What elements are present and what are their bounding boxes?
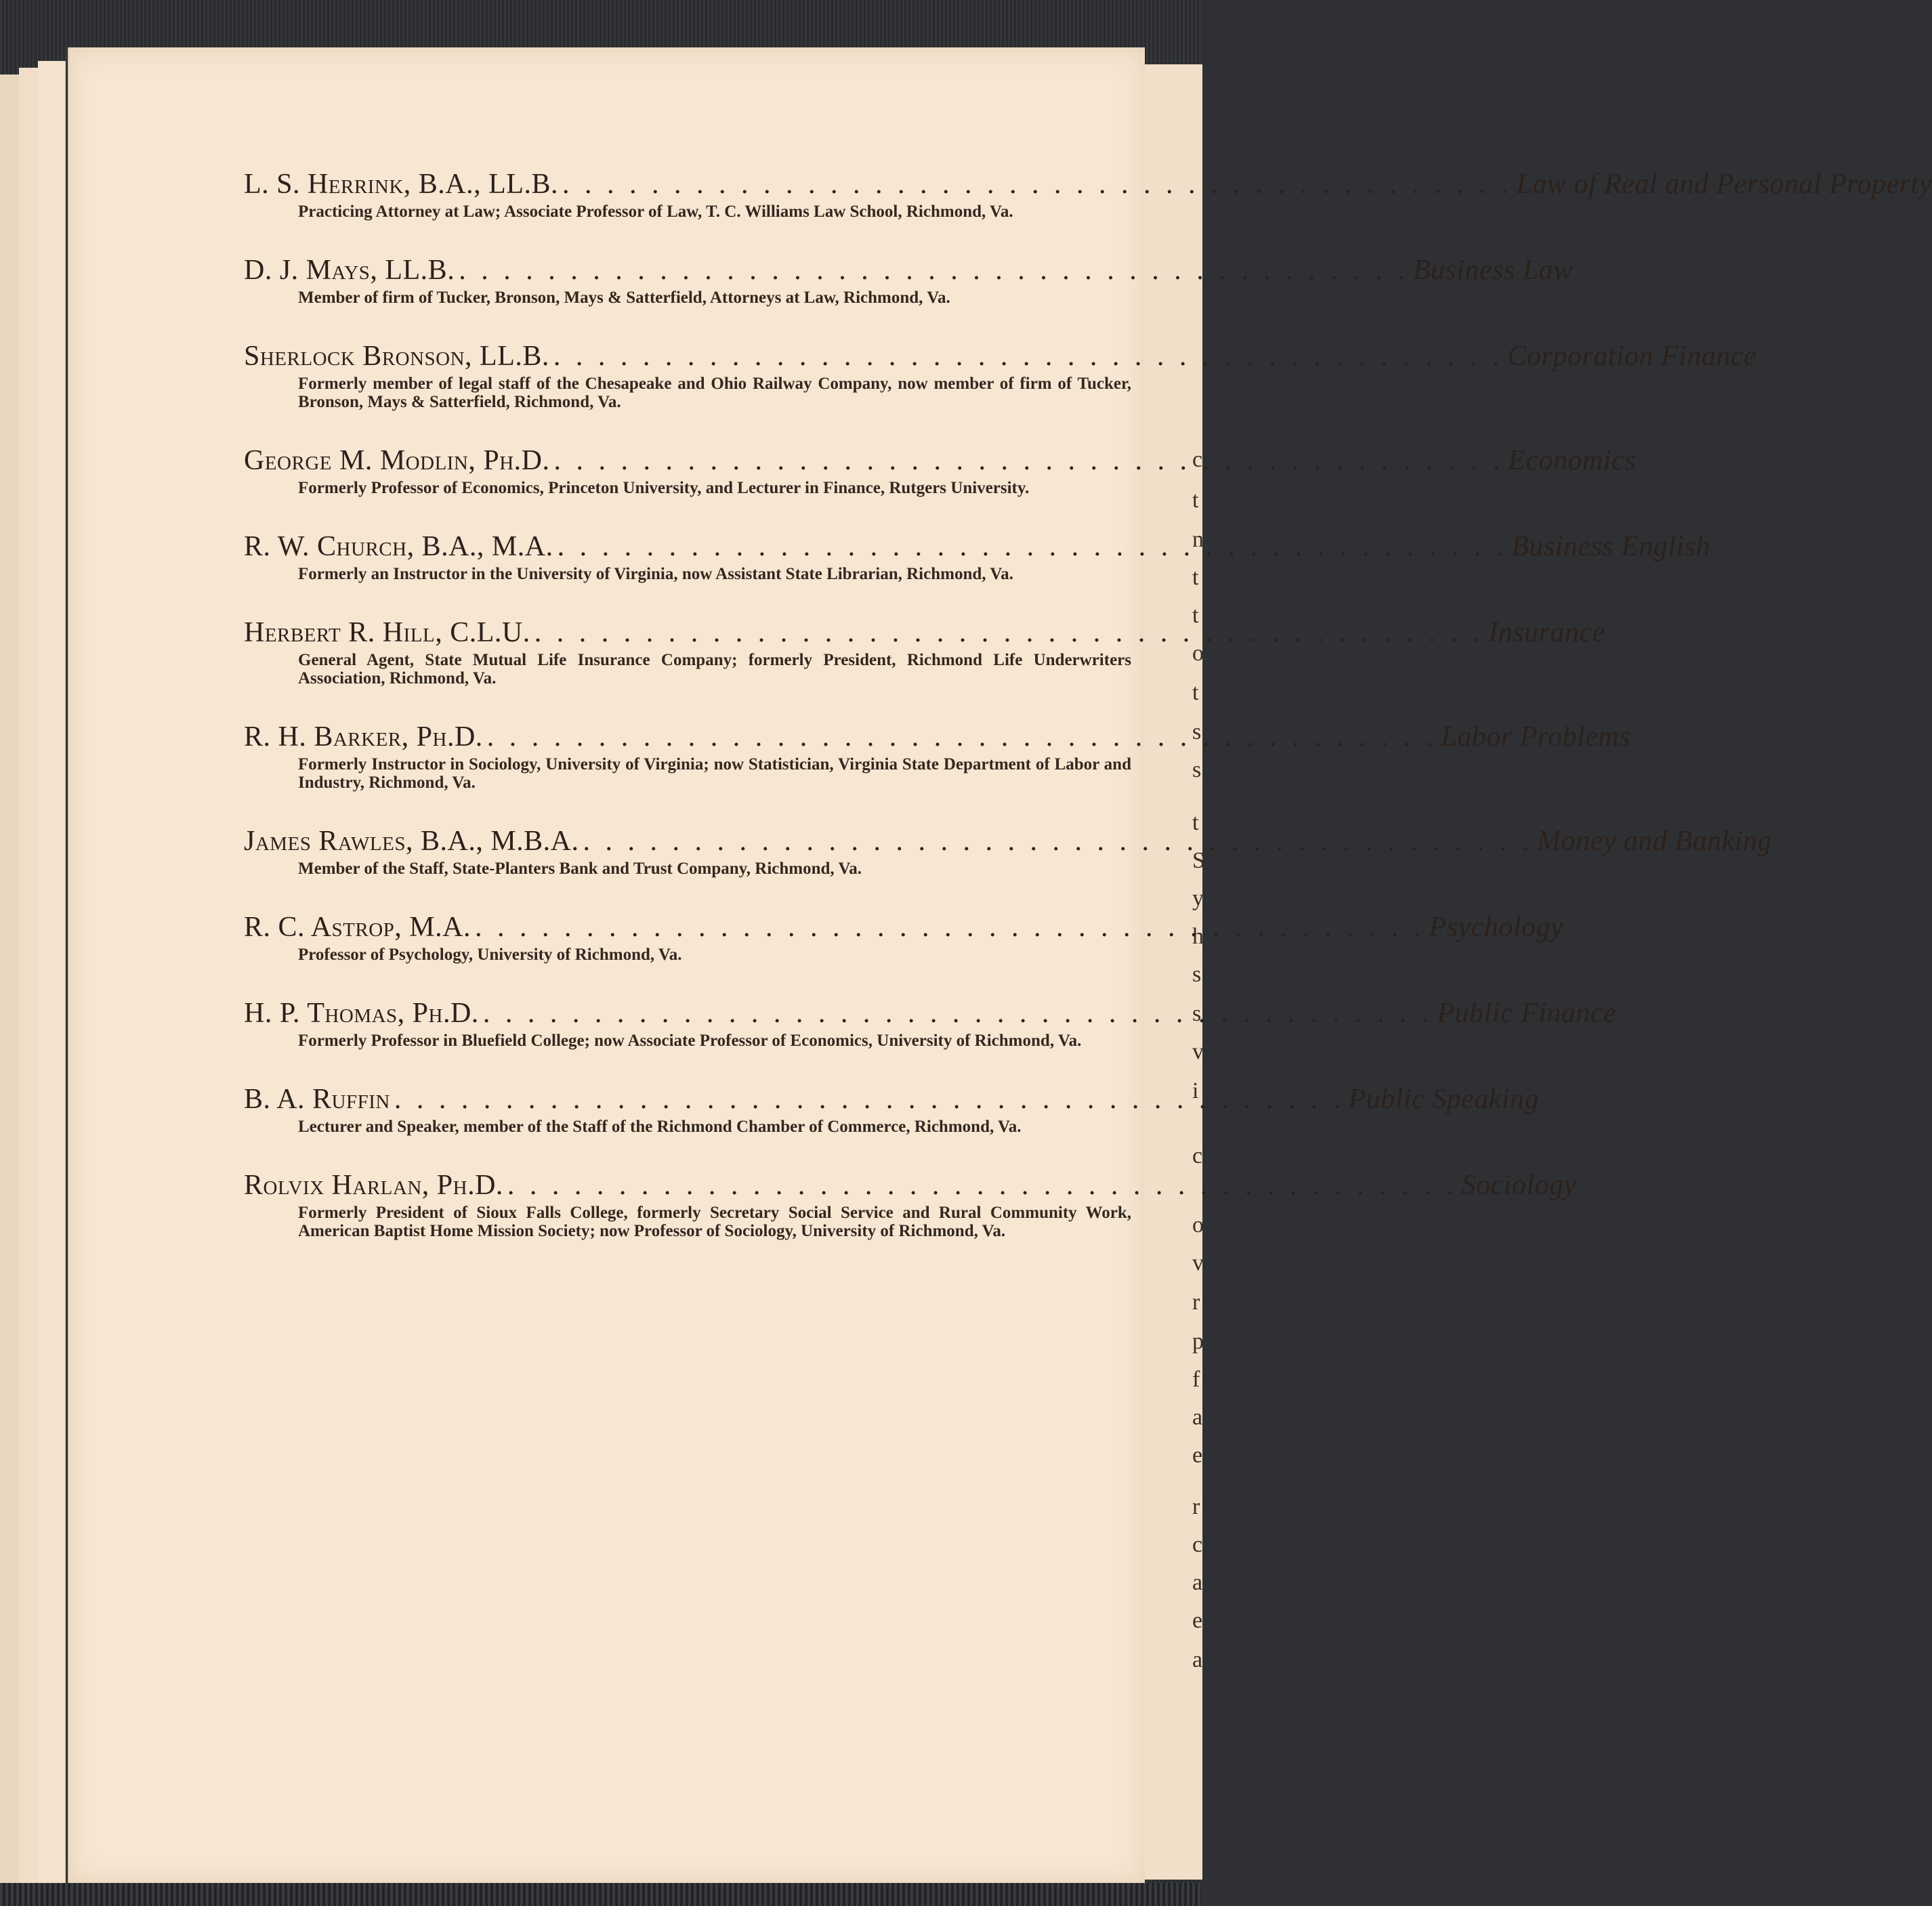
faculty-entry [244,614,1605,687]
course-subject: Labor Problems [1441,721,1631,753]
faculty-name: L. S. Herrink, B.A., LL.B. [244,169,558,200]
faculty-entry [244,719,1631,792]
facing-page-letter: r [1192,1290,1200,1315]
faculty-description: Member of the Staff, State-Planters Bank and Trust Company, Richmond, Va. [298,860,862,878]
faculty-description: General Agent, State Mutual Life Insurance Company; formerly President, Richmond Life Underwriters Association, Richmond, Va. [298,651,1131,687]
faculty-description: Member of firm of Tucker, Bronson, Mays & Satterfield, Attorneys at Law, Richmond, Va. [298,289,950,307]
faculty-entry [244,1167,1577,1240]
leader-dots [553,528,1512,565]
faculty-entry [244,252,1573,307]
facing-page-letter: h [1192,924,1204,949]
faculty-entry [244,1081,1539,1136]
entry-heading [244,1167,1577,1204]
faculty-name: Herbert R. Hill, C.L.U. [244,617,530,648]
faculty-entry [244,338,1757,411]
faculty-name: Sherlock Bronson, LL.B. [244,341,549,372]
course-subject: Business Law [1412,255,1573,286]
faculty-entry [244,995,1617,1050]
entry-heading [244,614,1605,651]
faculty-name: R. W. Church, B.A., M.A. [244,531,553,562]
page-edge [0,75,21,1897]
facing-page-letter: t [1192,680,1199,705]
leader-dots [455,252,1413,289]
faculty-description: Lecturer and Speaker, member of the Staff of the Richmond Chamber of Commerce, Richmond, Va. [298,1118,1022,1136]
facing-page-letter: c [1192,1143,1203,1168]
facing-page-letter: e [1192,1443,1203,1468]
faculty-name: D. J. Mays, LL.B. [244,255,455,286]
faculty-description: Formerly Instructor in Sociology, University of Virginia; now Statistician, Virginia State Department of Labor and Industry, Richmond, Va. [298,755,1131,792]
faculty-entry [244,166,1932,221]
facing-page-letter: s [1192,1001,1202,1026]
facing-page-letter: a [1192,1405,1203,1430]
leader-dots [530,614,1489,651]
faculty-name: George M. Modlin, Ph.D. [244,445,550,476]
leader-dots [479,995,1437,1032]
faculty-name: H. P. Thomas, Ph.D. [244,998,479,1029]
facing-page-letter: p [1192,1329,1204,1354]
entry-heading [244,1081,1539,1118]
facing-page-letter: r [1192,1494,1200,1519]
entry-heading [244,719,1631,755]
facing-page-letter: f [1192,1367,1200,1392]
leader-dots [550,442,1509,479]
facing-page [1143,64,1205,1880]
course-subject: Law of Real and Personal Property [1516,169,1932,200]
course-subject: Psychology [1429,912,1564,943]
leader-dots [483,719,1442,755]
facing-page-letter: t [1192,603,1199,628]
facing-page-letter: s [1192,962,1202,987]
facing-page-letter: v [1192,1039,1204,1064]
faculty-entry [244,528,1710,583]
facing-page-letter: s [1192,719,1202,744]
faculty-description: Professor of Psychology, University of Richmond, Va. [298,946,682,964]
faculty-name: R. H. Barker, Ph.D. [244,721,483,753]
course-subject: Public Speaking [1348,1084,1539,1115]
leader-dots [390,1081,1349,1118]
faculty-entry [244,442,1636,497]
entry-heading [244,166,1932,203]
facing-page-letter: v [1192,1250,1204,1275]
course-subject: Sociology [1461,1170,1577,1201]
leader-dots [503,1167,1462,1204]
facing-page-letter: n [1192,527,1204,552]
faculty-description: Formerly President of Sioux Falls College, formerly Secretary Social Service and Rural Community Work, American Baptist Home Mission Society; now Professor of Sociology, University of Richmond, Va. [298,1204,1131,1240]
facing-page-letter: i [1192,1078,1199,1103]
course-subject: Business English [1511,531,1710,562]
leader-dots [558,166,1517,203]
entry-heading [244,823,1772,860]
entry-heading [244,252,1573,289]
course-subject: Public Finance [1437,998,1617,1029]
faculty-description: Practicing Attorney at Law; Associate Professor of Law, T. C. Williams Law School, Richmond, Va. [298,203,1013,221]
leader-dots [549,338,1508,375]
facing-page-letter: t [1192,810,1199,835]
facing-page-letter: e [1192,1608,1203,1633]
faculty-name: R. C. Astrop, M.A. [244,912,471,943]
entry-heading [244,528,1710,565]
faculty-name: Rolvix Harlan, Ph.D. [244,1170,503,1201]
leader-dots [471,909,1429,946]
entry-heading [244,909,1564,946]
book-cover-bottom [0,1883,1201,1906]
course-subject: Economics [1508,445,1636,476]
faculty-description: Formerly an Instructor in the University of Virginia, now Assistant State Librarian, Richmond, Va. [298,565,1013,583]
faculty-entry [244,823,1772,878]
page-edge [19,68,40,1900]
facing-page-letter: o [1192,641,1204,666]
course-subject: Money and Banking [1537,826,1772,857]
leader-dots [579,823,1538,860]
facing-page-letter: t [1192,565,1199,590]
page-edge [38,61,66,1900]
entry-heading [244,995,1617,1032]
facing-page-letter: a [1192,1647,1203,1672]
facing-page-letter: s [1192,757,1202,782]
facing-page-letter: y [1192,886,1204,911]
facing-page-letter: S [1192,848,1205,873]
course-subject: Insurance [1488,617,1605,648]
faculty-name: James Rawles, B.A., M.B.A. [244,826,579,857]
facing-page-letter: a [1192,1570,1203,1595]
faculty-list [244,166,1932,1271]
facing-page-letter: o [1192,1212,1204,1237]
faculty-description: Formerly Professor of Economics, Princeton University, and Lecturer in Finance, Rutgers University. [298,479,1030,497]
faculty-name: B. A. Ruffin [244,1084,390,1115]
faculty-description: Formerly Professor in Bluefield College; now Associate Professor of Economics, University of Richmond, Va. [298,1032,1082,1050]
facing-page-letter: c [1192,447,1203,472]
entry-heading [244,442,1636,479]
faculty-entry [244,909,1564,964]
faculty-description: Formerly member of legal staff of the Chesapeake and Ohio Railway Company, now member of firm of Tucker, Bronson, Mays & Satterfield, Richmond, Va. [298,375,1131,411]
course-subject: Corporation Finance [1507,341,1757,372]
entry-heading [244,338,1757,375]
facing-page-letter: t [1192,488,1199,513]
facing-page-letter: c [1192,1532,1203,1557]
